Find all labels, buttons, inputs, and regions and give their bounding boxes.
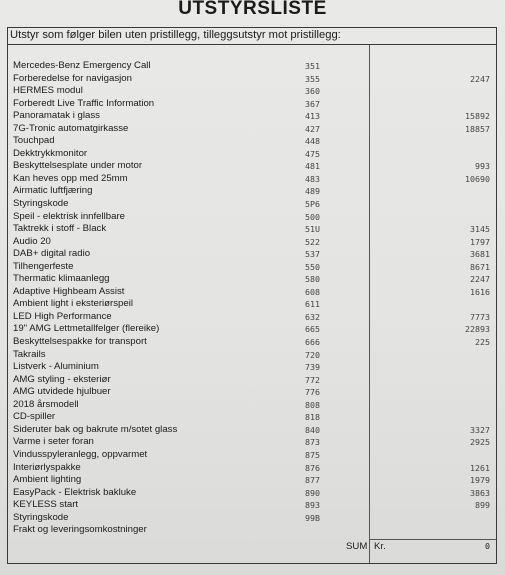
item-code: 360 [305,86,320,97]
item-price: 18857 [465,123,490,134]
item-code: 500 [305,211,320,222]
item-name: Ambient light i eksteriørspeil [13,298,133,310]
list-item [0,148,505,161]
item-code: 51U [305,224,320,235]
item-code: 818 [305,412,320,423]
item-code: 666 [305,337,320,348]
item-name: Airmatic luftfjæring [13,185,93,197]
item-code: 448 [305,136,320,147]
item-price: 7773 [470,311,490,322]
list-item [0,361,505,374]
item-price: 10690 [465,173,490,184]
list-item [0,73,505,86]
item-price: 899 [475,500,490,511]
list-item [0,211,505,224]
item-code: 772 [305,374,320,385]
item-name: HERMES modul [13,85,83,97]
item-name: Listverk - Aluminium [13,361,99,373]
list-item [0,424,505,437]
list-item [0,323,505,336]
list-item [0,386,505,399]
item-name: Forberedelse for navigasjon [13,72,132,84]
item-code: 893 [305,500,320,511]
sum-value: 0 [485,541,490,551]
item-code: 720 [305,349,320,360]
item-name: CD-spiller [13,411,56,423]
item-name: KEYLESS start [13,499,79,511]
list-item [0,374,505,387]
item-code: 890 [305,487,320,498]
item-price: 3863 [470,487,490,498]
item-name: LED High Performance [13,310,112,322]
sum-label: SUM [346,541,368,552]
list-item [0,236,505,249]
item-code: 840 [305,424,320,435]
item-code: 99B [305,512,320,523]
item-price: 2247 [470,274,490,285]
list-item [0,474,505,487]
sum-divider [369,539,496,540]
item-price: 993 [475,161,490,172]
list-item [0,436,505,449]
item-code: 665 [305,324,320,335]
list-item [0,261,505,274]
item-code: 739 [305,362,320,373]
item-name: Mercedes-Benz Emergency Call [13,60,151,71]
item-price: 3681 [470,249,490,260]
item-name: 19" AMG Lettmetallfelger (flereike) [13,323,160,335]
list-item [0,160,505,173]
list-item [0,524,505,537]
item-name: AMG utvidede hjulbuer [13,386,111,398]
item-name: Thermatic klimaanlegg [13,273,110,285]
item-name: Dekktrykkmonitor [13,147,88,159]
item-code: 475 [305,148,320,159]
header-divider [8,44,496,45]
item-name: Tilhengerfeste [13,260,74,272]
list-item [0,349,505,362]
item-code: 776 [305,387,320,398]
item-code: 608 [305,286,320,297]
list-item [0,135,505,148]
item-code: 413 [305,111,320,122]
item-price: 2925 [470,437,490,448]
item-name: Frakt og leveringsomkostninger [13,524,147,536]
item-name: Adaptive Highbeam Assist [13,285,125,297]
item-price: 22893 [465,324,490,335]
item-code: 632 [305,311,320,322]
list-item [0,487,505,500]
list-item [0,85,505,98]
item-name: Kan heves opp med 25mm [13,172,128,184]
item-code: 5P6 [305,199,320,210]
item-name: Takrails [13,348,46,360]
list-item [0,110,505,123]
document-title: UTSTYRSLISTE [178,0,327,19]
list-item [0,512,505,525]
item-name: Vindusspyleranlegg, oppvarmet [13,448,148,460]
item-code: 483 [305,173,320,184]
list-item [0,499,505,512]
item-name: Styringskode [13,198,69,210]
item-code: 367 [305,98,320,109]
item-name: Beskyttelsesplate under motor [13,160,143,172]
item-price: 3327 [470,424,490,435]
list-item [0,462,505,475]
item-code: 550 [305,261,320,272]
item-name: Panoramatak i glass [13,110,100,122]
item-price: 1261 [470,462,490,473]
list-item [0,223,505,236]
list-item [0,336,505,349]
item-name: DAB+ digital radio [13,248,91,260]
item-code: 522 [305,236,320,247]
item-code: 537 [305,249,320,260]
item-price: 2247 [470,73,490,84]
list-item [0,311,505,324]
item-price: 8671 [470,261,490,272]
sum-currency: Kr. [374,541,386,552]
item-code: 876 [305,462,320,473]
item-code: 808 [305,399,320,410]
list-item [0,449,505,462]
list-item [0,248,505,261]
item-code: 481 [305,161,320,172]
item-name: Styringskode [13,511,69,523]
item-price: 1797 [470,236,490,247]
list-item [0,198,505,211]
item-price: 225 [475,337,490,348]
item-code: 580 [305,274,320,285]
item-name: Ambient lighting [13,474,82,486]
list-item [0,273,505,286]
table-header: Utstyr som følger bilen uten pristillegg, tilleggsutstyr mot pristillegg: [10,29,341,41]
item-name: Varme i seter foran [13,436,94,448]
item-code: 875 [305,449,320,460]
item-code: 489 [305,186,320,197]
item-name: Forberedt Live Traffic Information [13,97,155,109]
item-name: Touchpad [13,135,55,147]
item-price: 15892 [465,111,490,122]
equipment-list [0,60,505,537]
item-code: 351 [305,61,320,71]
item-name: EasyPack - Elektrisk bakluke [13,486,137,498]
list-item [0,185,505,198]
list-item [0,286,505,299]
list-item [0,123,505,136]
list-item [0,411,505,424]
list-item [0,173,505,186]
item-price: 1979 [470,475,490,486]
item-code: 873 [305,437,320,448]
list-item [0,98,505,111]
item-name: 7G-Tronic automatgirkasse [13,122,129,134]
item-name: Speil - elektrisk innfellbare [13,210,125,222]
list-item [0,60,505,73]
item-name: AMG styling - eksteriør [13,373,111,385]
item-price: 1616 [470,286,490,297]
item-name: Audio 20 [13,235,51,247]
item-name: Interiørlyspakke [13,461,81,473]
item-code: 427 [305,123,320,134]
item-name: Taktrekk i stoff - Black [13,223,107,235]
item-price: 3145 [470,224,490,235]
item-name: 2018 årsmodell [13,398,79,410]
item-name: Beskyttelsespakke for transport [13,336,147,348]
list-item [0,298,505,311]
item-name: Sideruter bak og bakrute m/sotet glass [13,423,178,435]
list-item [0,399,505,412]
item-code: 611 [305,299,320,310]
item-code: 877 [305,475,320,486]
item-code: 355 [305,73,320,84]
